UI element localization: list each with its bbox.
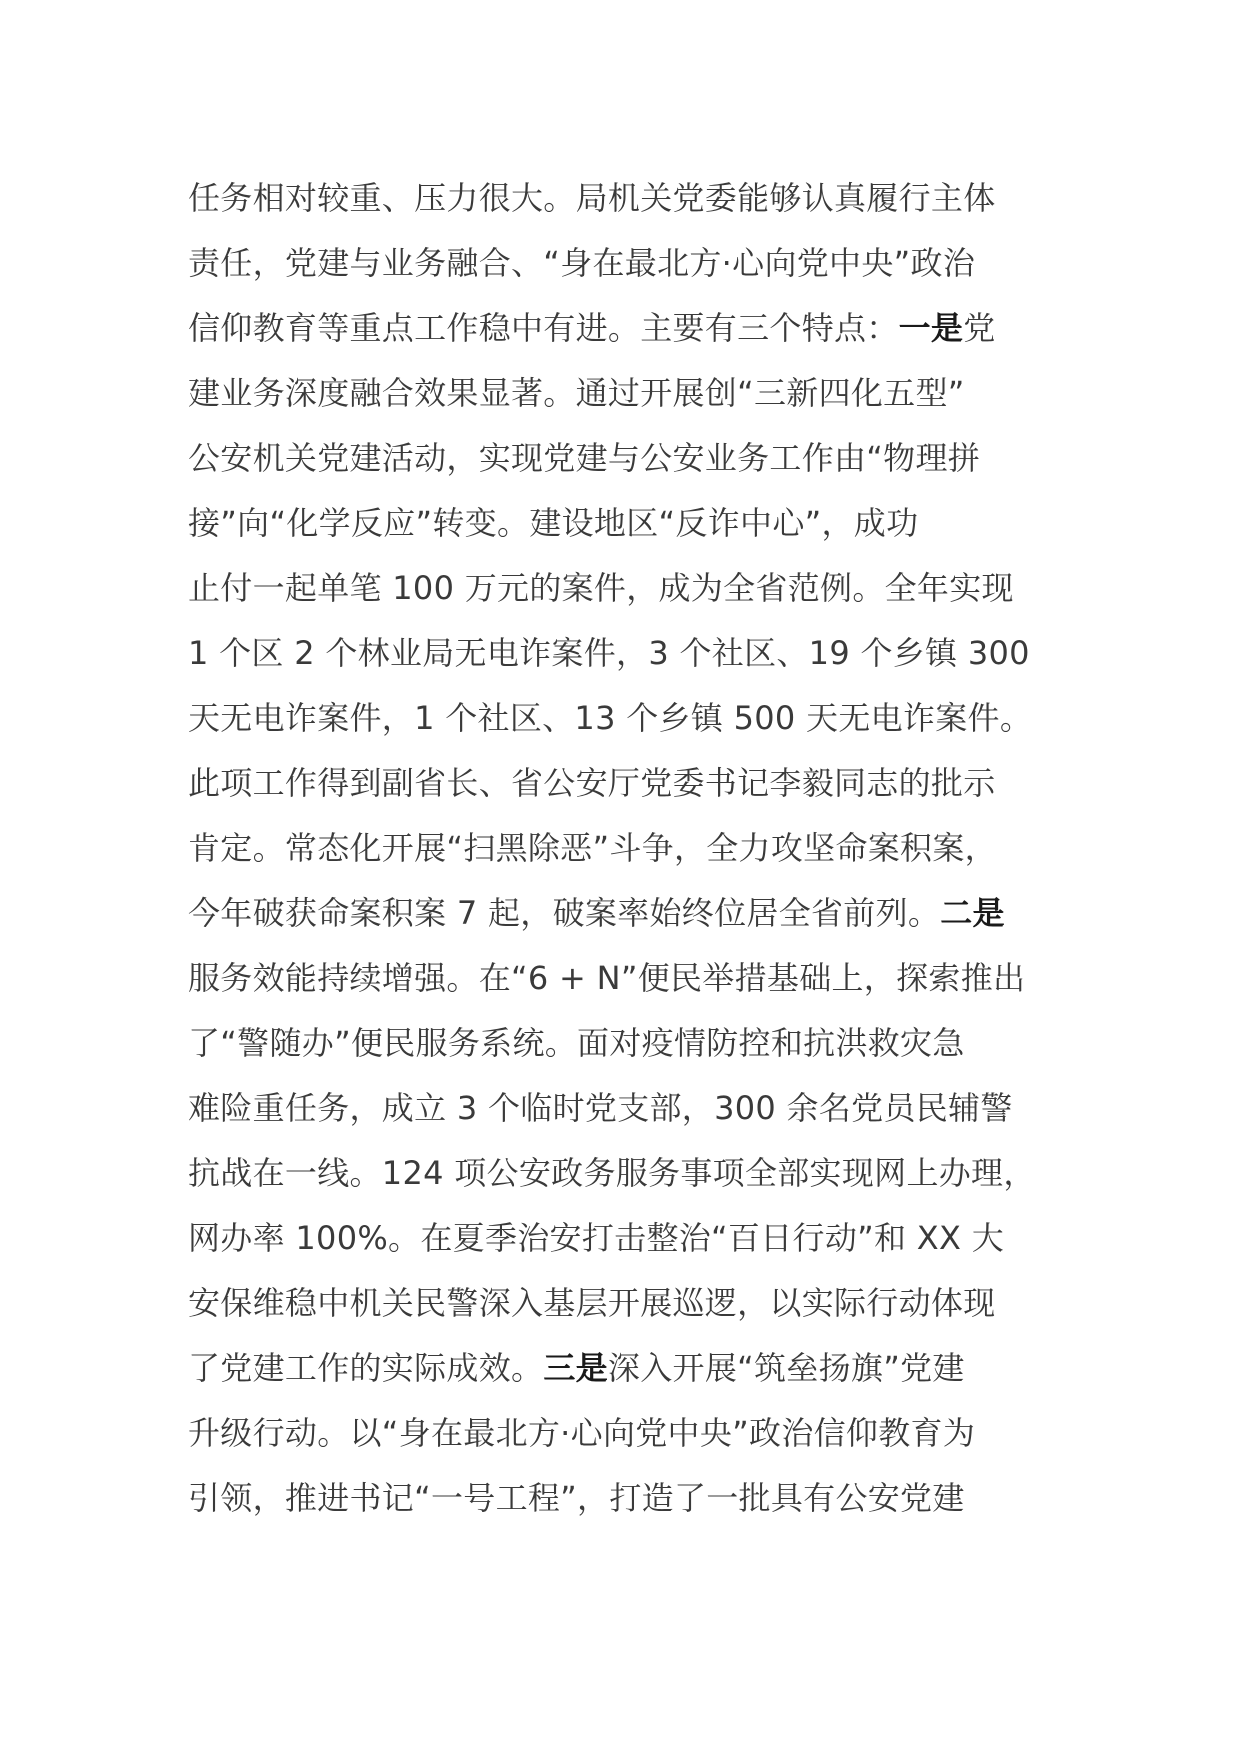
text-line — [188, 426, 1068, 491]
text-line — [188, 1076, 1068, 1141]
text-segment: 今年破获命案积案 7 起，破案率始终位居全省前列。 — [188, 894, 941, 932]
text-segment: 公安机关党建活动，实现党建与公安业务工作由“物理拼 — [188, 439, 981, 477]
text-segment: 安保维稳中机关民警深入基层开展巡逻，以实际行动体现 — [188, 1284, 996, 1322]
text-line — [188, 621, 1068, 686]
text-segment: 建业务深度融合效果显著。通过开展创“三新四化五型” — [188, 374, 965, 412]
text-line — [188, 1011, 1068, 1076]
text-line — [188, 946, 1068, 1011]
text-segment: 止付一起单笔 100 万元的案件，成为全省范例。全年实现 — [188, 569, 1014, 607]
bold-keyword: 二是 — [940, 894, 1005, 932]
text-segment: 1 个区 2 个林业局无电诈案件，3 个社区、19 个乡镇 300 — [188, 634, 1030, 672]
text-segment: 接”向“化学反应”转变。建设地区“反诈中心”，成功 — [188, 504, 919, 542]
text-segment: 引领，推进书记“一号工程”，打造了一批具有公安党建 — [188, 1479, 965, 1517]
bold-keyword: 三是 — [543, 1349, 608, 1387]
text-line — [188, 556, 1068, 621]
text-segment: 此项工作得到副省长、省公安厅党委书记李毅同志的批示 — [188, 764, 996, 802]
text-line — [188, 1206, 1068, 1271]
text-segment: 了党建工作的实际成效。 — [188, 1349, 544, 1387]
text-segment: 党 — [963, 309, 996, 347]
text-segment: 肯定。常态化开展“扫黑除恶”斗争，全力攻坚命案积案， — [188, 829, 997, 867]
text-line — [188, 1401, 1068, 1466]
text-line — [188, 296, 1068, 361]
text-segment: 升级行动。以“身在最北方·心向党中央”政治信仰教育为 — [188, 1414, 976, 1452]
text-line — [188, 881, 1068, 946]
text-segment: 难险重任务，成立 3 个临时党支部，300 余名党员民辅警 — [188, 1089, 1013, 1127]
text-line — [188, 166, 1068, 231]
text-segment: 抗战在一线。124 项公安政务服务事项全部实现网上办理， — [188, 1154, 1036, 1192]
text-line — [188, 491, 1068, 556]
text-line — [188, 1336, 1068, 1401]
text-line — [188, 361, 1068, 426]
text-line — [188, 816, 1068, 881]
text-segment: 信仰教育等重点工作稳中有进。主要有三个特点： — [188, 309, 899, 347]
text-segment: 任务相对较重、压力很大。局机关党委能够认真履行主体 — [188, 179, 996, 217]
text-line — [188, 231, 1068, 296]
body-paragraph — [188, 166, 1068, 1531]
text-segment: 天无电诈案件，1 个社区、13 个乡镇 500 天无电诈案件。 — [188, 699, 1033, 737]
text-segment: 深入开展“筑垒扬旗”党建 — [607, 1349, 965, 1387]
text-segment: 网办率 100%。在夏季治安打击整治“百日行动”和 XX 大 — [188, 1219, 1005, 1257]
bold-keyword: 一是 — [898, 309, 964, 347]
text-segment: 责任，党建与业务融合、“身在最北方·心向党中央”政治 — [188, 244, 976, 282]
text-line — [188, 686, 1068, 751]
text-line — [188, 1271, 1068, 1336]
text-line — [188, 1466, 1068, 1531]
text-line — [188, 1141, 1068, 1206]
text-segment: 服务效能持续增强。在“6 + N”便民举措基础上，探索推出 — [188, 959, 1026, 997]
text-line — [188, 751, 1068, 816]
text-segment: 了“警随办”便民服务系统。面对疫情防控和抗洪救灾急 — [188, 1024, 965, 1062]
